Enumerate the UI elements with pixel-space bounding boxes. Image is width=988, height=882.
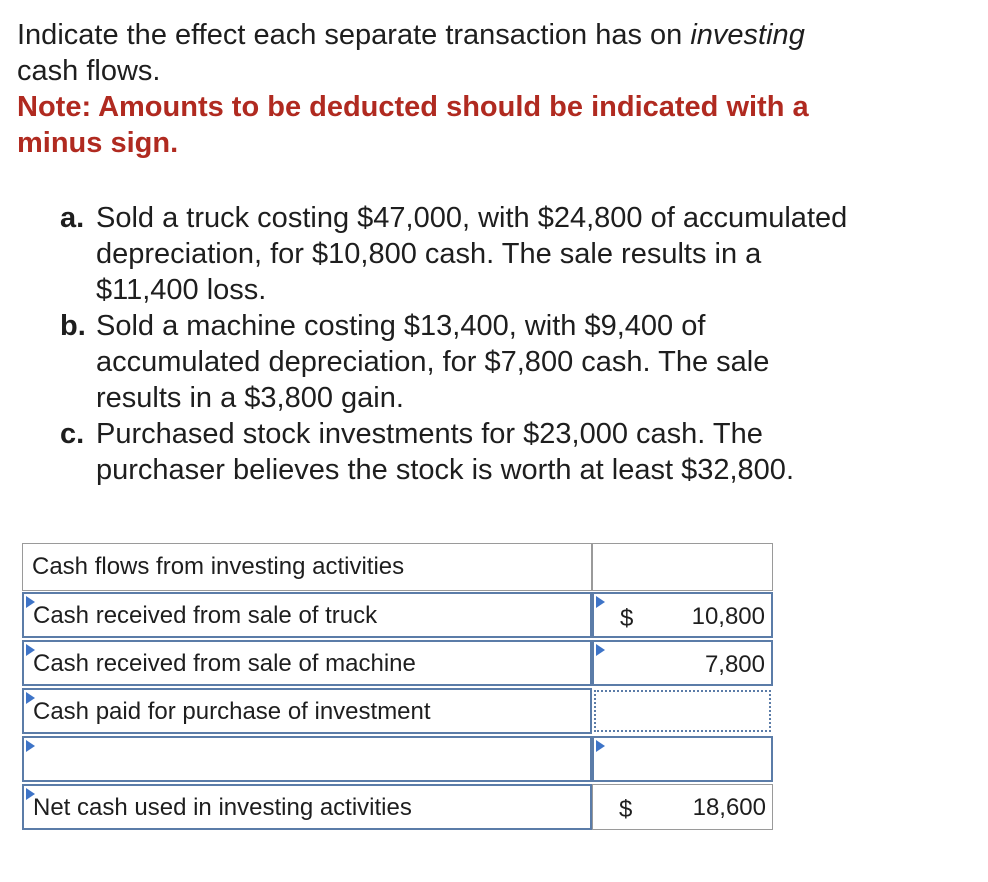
transaction-c [60,416,960,488]
transaction-text: accumulated depreciation, for $7,800 cash. The sale [96,346,770,378]
amount-value: 10,800 [691,603,765,630]
row-label-input-investment[interactable]: Cash paid for purchase of investment [22,688,592,734]
row-label-input-blank[interactable] [22,736,592,782]
note-line-2: minus sign. [17,127,179,159]
total-amount-cell [592,784,773,830]
table-row [22,591,773,639]
transaction-list [60,200,960,488]
cell-marker-icon [596,740,605,752]
transaction-text: depreciation, for $10,800 cash. The sale results in a [96,238,762,270]
instruction-line-2: cash flows. [17,55,161,87]
transaction-label: a. [60,202,85,234]
transaction-text: results in a $3,800 gain. [96,382,404,414]
table-row [22,687,773,735]
instruction-line-1: Indicate the effect each separate transaction has on investing [17,19,805,51]
dollar-sign: $ [620,605,634,632]
note-line-1: Note: Amounts to be deducted should be indicated with a [17,91,809,123]
transaction-text: Purchased stock investments for $23,000 cash. The [96,418,763,450]
table-row [22,639,773,687]
row-label-input-truck[interactable]: Cash received from sale of truck [22,592,592,638]
total-label-input[interactable]: Net cash used in investing activities [22,784,592,830]
amount-input-truck[interactable] [592,592,773,638]
amount-value: 7,800 [704,651,765,678]
transaction-text: purchaser believes the stock is worth at least $32,800. [96,454,794,486]
cell-marker-icon [596,596,605,608]
table-row [22,735,773,783]
table-header: Cash flows from investing activities [32,553,405,580]
cell-marker-icon [596,644,605,656]
cell-marker-icon [26,740,35,752]
transaction-a [60,200,960,308]
transaction-b [60,308,960,416]
table-total-row [22,783,773,831]
transaction-text: Sold a machine costing $13,400, with $9,400 of [96,310,706,342]
transaction-text: $11,400 loss. [96,274,267,306]
transaction-label: c. [60,418,85,450]
instructions [17,17,917,161]
amount-input-blank[interactable] [592,736,773,782]
total-amount-value: 18,600 [692,794,766,821]
transaction-label: b. [60,310,86,342]
dollar-sign: $ [619,796,633,823]
transaction-text: Sold a truck costing $47,000, with $24,800 of accumulated [96,202,848,234]
row-label-input-machine[interactable]: Cash received from sale of machine [22,640,592,686]
amount-input-machine[interactable] [592,640,773,686]
amount-input-investment[interactable] [594,690,771,732]
table-header-row [22,543,773,591]
